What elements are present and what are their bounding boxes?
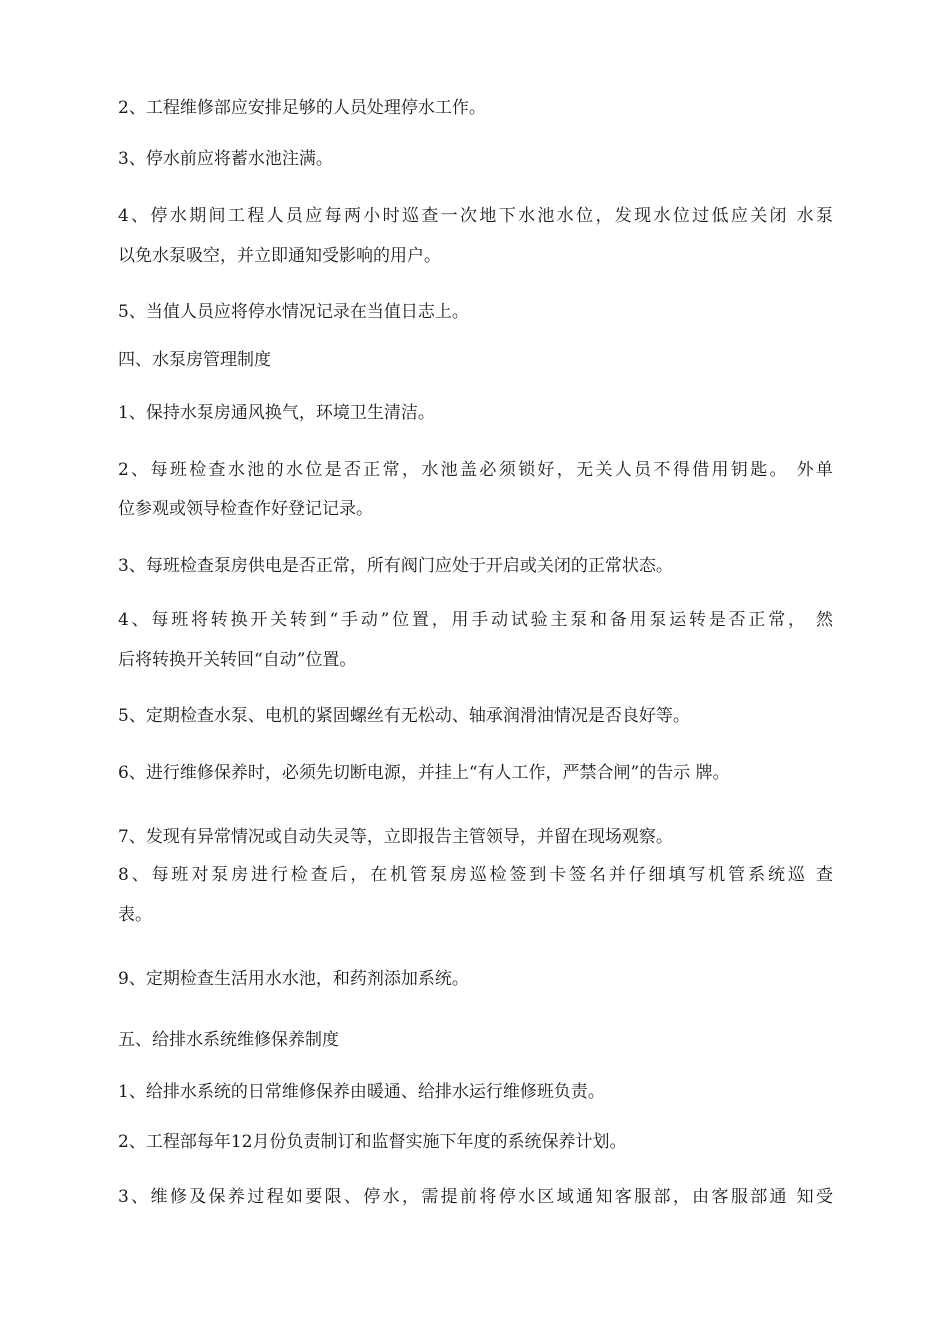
paragraph-line: 后将转换开关转回“自动”位置。 [118,650,357,670]
paragraph-line: 2、每班检查水池的水位是否正常，水池盖必须锁好，无关人员不得借用钥匙。 外单 [118,460,833,480]
paragraph-line: 4、每班将转换开关转到“手动”位置，用手动试验主泵和备用泵运转是否正常， 然 [118,610,833,630]
paragraph-line: 5、当值人员应将停水情况记录在当值日志上。 [118,302,469,322]
paragraph-line: 4、停水期间工程人员应每两小时巡查一次地下水池水位，发现水位过低应关闭 水泵 [118,206,833,226]
paragraph-line: 7、发现有异常情况或自动失灵等，立即报告主管领导，并留在现场观察。 [118,827,673,847]
paragraph-line: 位参观或领导检查作好登记记录。 [118,499,373,519]
paragraph-line: 表。 [118,905,152,925]
paragraph-line: 1、给排水系统的日常维修保养由暖通、给排水运行维修班负责。 [118,1082,605,1102]
paragraph-line: 3、每班检查泵房供电是否正常，所有阀门应处于开启或关闭的正常状态。 [118,556,673,576]
paragraph-line: 2、工程部每年12月份负责制订和监督实施下年度的系统保养计划。 [118,1132,627,1152]
paragraph-line: 3、维修及保养过程如要限、停水，需提前将停水区域通知客服部，由客服部通 知受 [118,1187,833,1207]
paragraph-line: 8、每班对泵房进行检查后，在机管泵房巡检签到卡签名并仔细填写机管系统巡 查 [118,865,833,885]
paragraph-line: 6、进行维修保养时，必须先切断电源，并挂上“有人工作，严禁合闸”的告示 牌。 [118,763,730,783]
paragraph-line: 5、定期检查水泵、电机的紧固螺丝有无松动、轴承润滑油情况是否良好等。 [118,706,690,726]
paragraph-line: 1、保持水泵房通风换气，环境卫生清洁。 [118,403,435,423]
section-heading: 四、水泵房管理制度 [118,350,271,370]
paragraph-line: 2、工程维修部应安排足够的人员处理停水工作。 [118,98,486,118]
section-heading: 五、给排水系统维修保养制度 [118,1030,339,1050]
paragraph-line: 3、停水前应将蓄水池注满。 [118,149,333,169]
paragraph-line: 以免水泵吸空，并立即通知受影响的用户。 [118,246,441,266]
paragraph-line: 9、定期检查生活用水水池，和药剂添加系统。 [118,969,469,989]
